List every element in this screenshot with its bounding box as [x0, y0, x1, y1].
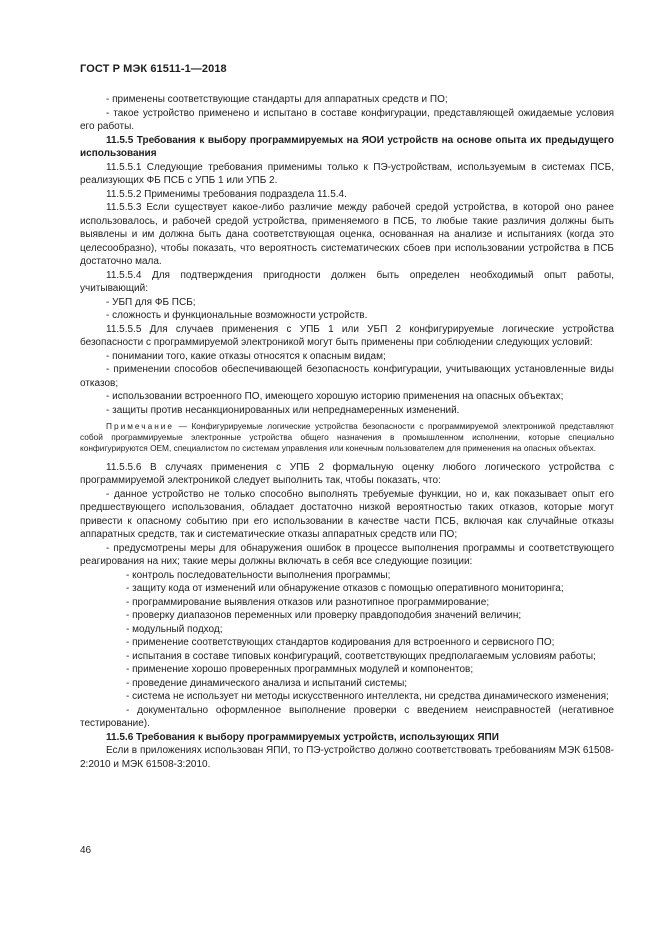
list-item: - защиты против несанкционированных или непреднамеренных изменений.: [106, 404, 460, 416]
sub-list-item: - система не использует ни методы искусственного интеллекта, ни средства динамического изменения;: [126, 691, 609, 703]
list-item: - сложность и функциональные возможности устройств.: [106, 310, 368, 321]
paragraph-11-5-5-3: 11.5.5.3 Если существует какое-либо различие между рабочей средой устройства, в которой оно ранее использовалось, и рабочей средой устройства, применяемого в ПСБ, то любые такие различия должны быть выявлены и им должна быть дана соответствующая оценка, основанная на анализе и испытаниях (когда это целесообразно), чтобы показать, что вероятность систематических сбоев при использовании устройства в ПСБ достаточно мала.: [80, 202, 614, 267]
paragraph-11-5-5-6: 11.5.5.6 В случаях применения с УПБ 2 формальную оценку любого логического устройства с программируемой электроникой следует выполнить так, чтобы показать, что:: [80, 461, 614, 487]
list-item: - понимании того, какие отказы относятся к опасным видам;: [106, 350, 386, 362]
note: [80, 421, 614, 455]
sub-list-item: - программирование выявления отказов или разнотипное программирование;: [126, 596, 490, 608]
list-item: - данное устройство не только способно выполнять требуемые функции, но и, как показывает опыт его предшествующего использования, обладает достаточно низкой вероятностью таких отказов, которые могут привести к опасному событию при его использовании в качестве части ПСБ, включая как случайные отказы аппаратных средств, так и систематические отказы аппаратных средств или ПО;: [80, 488, 614, 541]
sub-list-item: - испытания в составе типовых конфигураций, соответствующих предполагаемым условиям работы;: [126, 650, 596, 662]
note-text: — Конфигурируемые логические устройства безопасности с программируемой электроникой представляют собой программируемые электронные устройства общего назначения в промышленном исполнении, которые специально конфигурируются OEM, специалистом по системам управления или конечным пользователем для применения на опасных объектах.: [80, 421, 614, 454]
paragraph-11-5-5-1: 11.5.5.1 Следующие требования применимы только к ПЭ-устройствам, используемым в системах ПСБ, реализующих ФБ ПСБ с УПБ 1 или УПБ 2.: [80, 161, 614, 186]
sub-list-item: - модульный подход;: [126, 623, 223, 635]
paragraph-11-5-6: Если в приложениях использован ЯПИ, то ПЭ-устройство должно соответствовать требованиям МЭК 61508-2:2010 и МЭК 61508-3:2010.: [80, 745, 614, 770]
sub-list-item: - документально оформленное выполнение проверки с введением неисправностей (негативное тестирование).: [80, 704, 614, 730]
list-item: - использовании встроенного ПО, имеющего хорошую историю применения на опасных объектах;: [106, 391, 564, 402]
sub-list-item: - контроль последовательности выполнения программы;: [126, 569, 391, 581]
sub-list-item: - проверку диапазонов переменных или проверку правдоподобия значений величин;: [126, 610, 522, 622]
paragraph-11-5-5-2: 11.5.5.2 Применимы требования подраздела 11.5.4.: [106, 188, 347, 200]
document-header: ГОСТ Р МЭК 61511-1—2018: [80, 63, 227, 75]
sub-list-item: - защиту кода от изменений или обнаружение отказов с помощью оперативного мониторинга;: [126, 583, 564, 595]
sub-list-item: - применение соответствующих стандартов кодирования для встроенного и сервисного ПО;: [126, 637, 555, 649]
list-item: - УБП для ФБ ПСБ;: [106, 296, 196, 308]
page-number: 46: [80, 845, 92, 856]
sub-list-item: - проведение динамического анализа и испытаний системы;: [126, 677, 408, 689]
section-heading-11-5-6: 11.5.6 Требования к выбору программируемых устройств, использующих ЯПИ: [106, 731, 499, 743]
paragraph-11-5-5-4: 11.5.5.4 Для подтверждения пригодности должен быть определен необходимый опыт работы, учитывающий:: [80, 269, 614, 294]
paragraph-11-5-5-5: 11.5.5.5 Для случаев применения с УПБ 1 или УБП 2 конфигурируемые логические устройства безопасности с программируемой электроникой могут быть применены при соблюдении следующих условий:: [80, 323, 614, 348]
note-label: Примечание: [106, 421, 175, 431]
list-item: - применении способов обеспечивающей безопасность конфигурации, учитывающих установленные виды отказов;: [80, 364, 614, 389]
list-item: - предусмотрены меры для обнаружения ошибок в процессе выполнения программы и соответствующего реагирования на них; такие меры должны включать в себя все следующие позиции:: [80, 542, 614, 568]
list-item: - такое устройство применено и испытано в составе конфигурации, представляющей ожидаемые условия его работы.: [80, 107, 614, 132]
list-item: - применены соответствующие стандарты для аппаратных средств и ПО;: [106, 94, 448, 105]
document-body: [80, 93, 614, 771]
section-heading-11-5-5: 11.5.5 Требования к выбору программируемых на ЯОИ устройств на основе опыта их предыдущего использования: [80, 134, 614, 159]
sub-list-item: - применение хорошо проверенных программных модулей и компонентов;: [126, 664, 474, 676]
